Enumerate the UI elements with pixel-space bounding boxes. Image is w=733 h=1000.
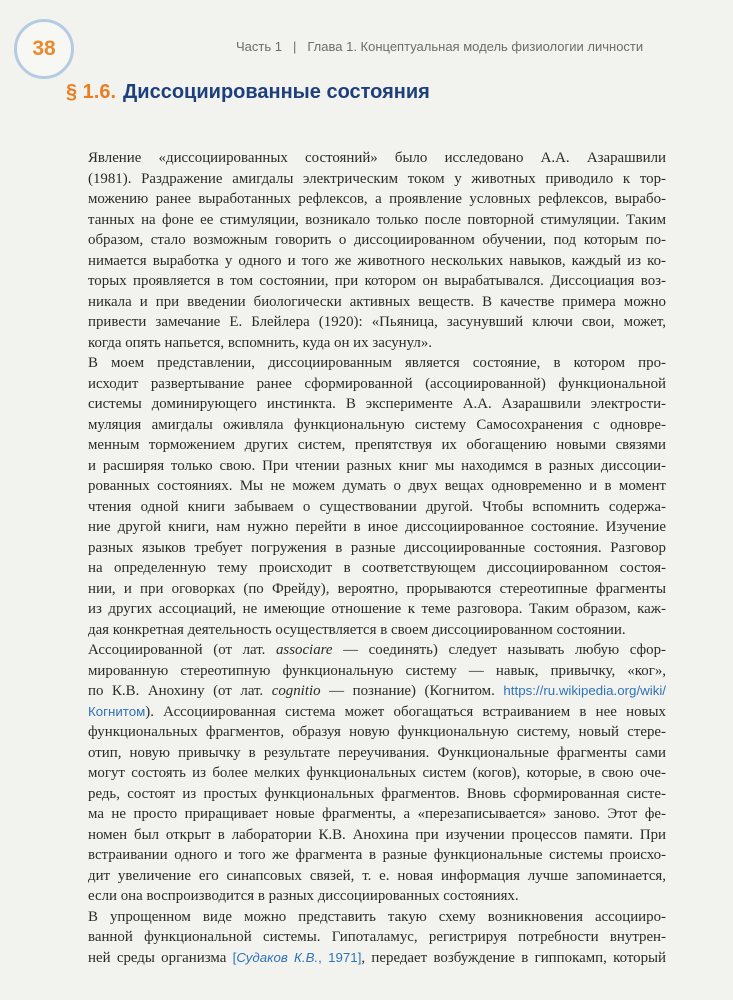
text-line: ванной функциональной системы. Гипоталамус, регистрируя потребности внутрен- <box>88 929 666 945</box>
text-line <box>67 702 666 723</box>
paragraph-1 <box>67 148 666 353</box>
text-line: номен был открыт в лаборатории К.В. Анохина при изучении процессов памяти. При <box>88 826 666 843</box>
text-line: системы доминирующего инстинкта. В эксперименте А.А. Азарашвили электрости- <box>88 396 666 412</box>
running-head-part: Часть 1 <box>236 39 282 54</box>
text-line <box>67 640 666 661</box>
text-line: (1981). Раздражение амигдалы электрическим током у животных приводило к тор- <box>88 170 666 187</box>
text-fragment: — познание) (Когнитом. <box>320 683 504 699</box>
section-title: Диссоциированные состояния <box>123 81 430 103</box>
text-fragment: — соединять) следует называть любую сфор- <box>332 642 666 658</box>
citation-year: , 1971] <box>318 949 362 965</box>
text-fragment: по К.В. Анохину (от лат. <box>88 683 272 699</box>
text-line: В упрощенном виде можно представить такую схему возникновения ассоцииро- <box>88 908 666 925</box>
text-line: В моем представлении, диссоциированным является состояние, в котором про- <box>88 355 666 371</box>
text-line: рованных состояниях. Мы не можем думать о двух вещах одновременно и в момент <box>88 478 666 494</box>
text-line: мированную стереотипную функциональную систему — навык, привычку, «ког», <box>88 662 666 679</box>
text-line: отип, новую привычку в результате переучивания. Функциональные фрагменты сами <box>88 744 666 761</box>
text-fragment: , передает возбуждение в гиппокамп, который <box>361 949 666 966</box>
citation-link[interactable] <box>233 950 362 965</box>
page-number: 38 <box>32 37 56 60</box>
running-head <box>236 39 643 54</box>
text-line: танных на фоне ее стимуляции, возникало только после повторной стимуляции. Таким <box>88 211 666 228</box>
citation-author: Судаков К.В. <box>236 949 319 965</box>
text-line: ма не просто приращивает новые фрагменты, а «перезаписывается» заново. Этот фе- <box>88 806 666 822</box>
text-line <box>67 681 666 702</box>
text-line: дая конкретная деятельность осуществляется в своем диссоциированном состоянии. <box>88 621 626 638</box>
text-line: Явление «диссоциированных состояний» было исследовано А.А. Азарашвили <box>88 150 666 166</box>
paragraph-3 <box>67 640 666 907</box>
text-line: функциональных фрагментов, образуя новую функциональную систему, новый стере- <box>88 724 666 740</box>
text-line: если она воспроизводится в разных диссоциированных состояниях. <box>88 888 519 904</box>
text-line: исходит развертывание ранее сформированной (ассоциированной) функциональной <box>88 375 666 392</box>
paragraph-2 <box>67 353 666 640</box>
text-line: привести замечание Е. Блейлера (1920): «Пьяница, засунувший ключи свои, может, <box>88 314 666 330</box>
text-line: нии, и при оговорках (по Фрейду), вероятно, прорываются стереотипные фрагменты <box>88 580 666 597</box>
citation-bracket: [ <box>232 949 237 965</box>
text-fragment: ней среды организма <box>88 949 233 966</box>
text-line: редь, состоят из простых функциональных фрагментов. Вновь сформированная систе- <box>88 785 666 802</box>
text-line: нимается выработка у одного и того же животного нескольких навыков, каждый из ко- <box>88 252 666 269</box>
text-line <box>67 948 666 969</box>
text-line: и расширяя только свою. При чтении разных книг мы находимся в разных диссоции- <box>88 457 666 474</box>
body-text <box>67 148 666 968</box>
latin-term: cognitio <box>271 683 321 699</box>
text-line: из других ассоциаций, не имеющие отношение к теме разговора. Таким образом, каж- <box>88 601 666 617</box>
text-line: встраивании одного и того же фрагмента в разные функциональные системы происхо- <box>88 847 666 863</box>
text-line: чтения одной книги забываем о существовании другой. Чтобы вспомнить содержа- <box>88 498 666 515</box>
text-line: когда опять напьется, вспомнить, куда он их засунул». <box>88 334 433 351</box>
latin-term: associare <box>275 642 333 658</box>
page-number-badge <box>14 19 74 79</box>
text-line: на определенную тему происходит в соответствующем диссоциированном состоя- <box>88 560 666 576</box>
wikipedia-link[interactable]: https://ru.wikipedia.org/wiki/ <box>503 683 666 698</box>
wikipedia-link[interactable]: Когнитом <box>88 703 146 719</box>
paragraph-4 <box>67 907 666 969</box>
running-head-separator: | <box>292 39 297 54</box>
text-line: ние другой книги, нам нужно перейти в иное диссоциированное состояние. Изучение <box>88 519 666 535</box>
text-line: образом, стало возможным говорить о диссоциированном обучении, под которым по- <box>88 232 666 248</box>
text-line: дит увеличение его синапсовых связей, т. е. новая информация лучше запоминается, <box>88 867 666 884</box>
section-heading <box>66 81 430 104</box>
text-line: менным торможением других систем, препятствуя их обогащению новыми связями <box>88 437 666 453</box>
text-line: муляция амигдалы оживляла функциональную систему Самосохранения с одновре- <box>88 416 666 433</box>
text-line: можению ранее выработанных рефлексов, а проявление условных рефлексов, вырабо- <box>88 191 666 207</box>
text-line: разных языков требует погружения в разные диссоциированные состояния. Разговор <box>88 539 666 556</box>
text-fragment: ). Ассоциированная система может обогащаться встраиванием в нее новых <box>145 703 666 720</box>
text-line: никала и при введении биологически активных веществ. В качестве примера можно <box>88 293 666 310</box>
text-line: могут состоять из более мелких функциональных систем (когов), которые, в свою оче- <box>88 765 666 781</box>
section-number: § 1.6. <box>66 81 117 103</box>
text-fragment: Ассоциированной (от лат. <box>88 642 276 658</box>
running-head-chapter: Глава 1. Концептуальная модель физиологии личности <box>307 39 644 54</box>
text-line: торых проявляется в том состоянии, при котором он вырабатывался. Диссоциация воз- <box>88 273 666 289</box>
